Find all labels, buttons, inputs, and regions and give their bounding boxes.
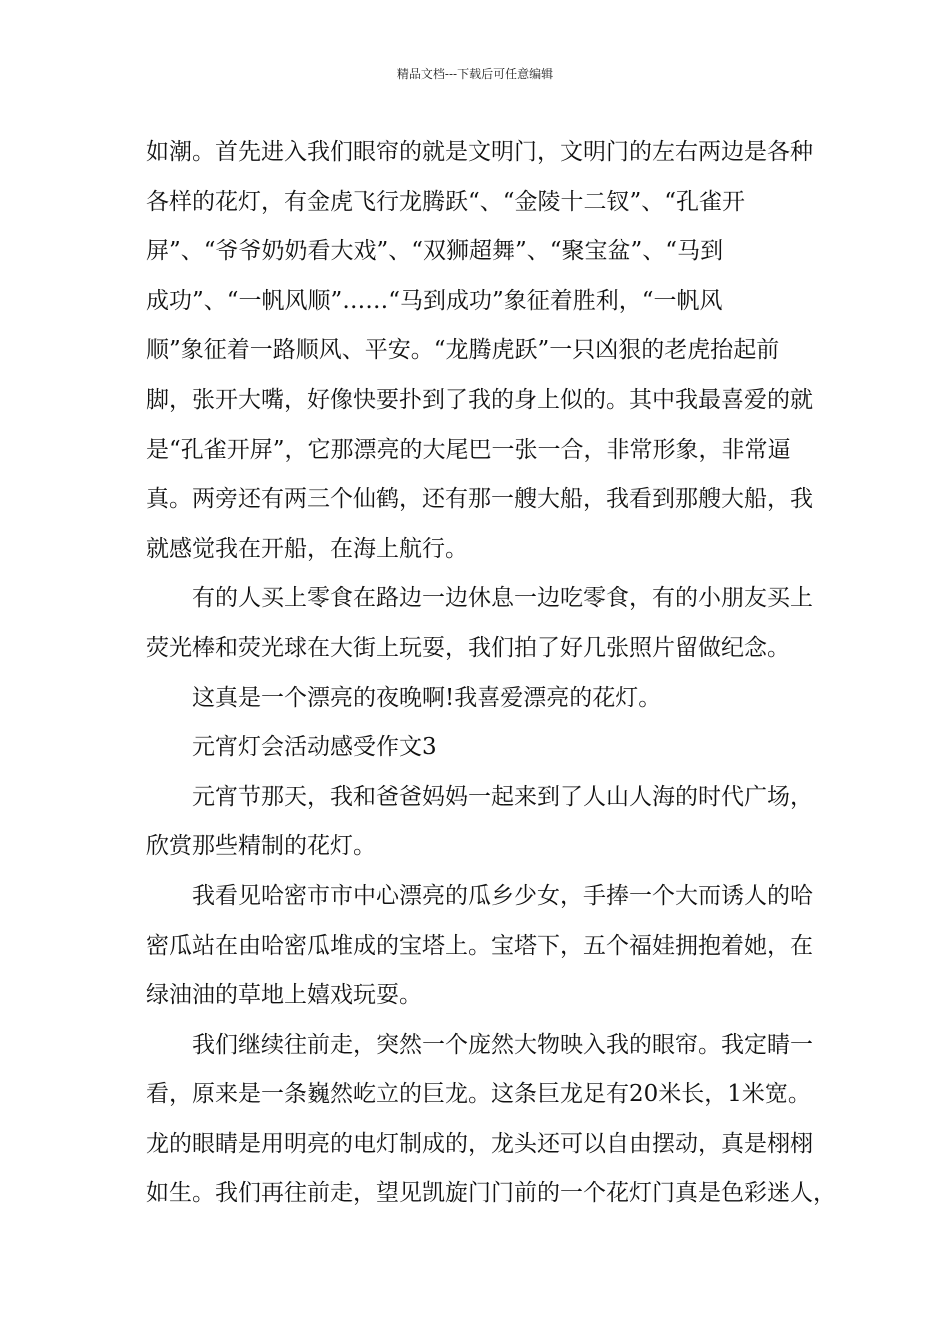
text-line: 真。两旁还有两三个仙鹤，还有那一艘大船，我看到那艘大船，我 (146, 486, 813, 513)
text-line: 是“孔雀开屏”，它那漂亮的大尾巴一张一合，非常形象，非常逼 (146, 436, 791, 463)
text-line: 顺”象征着一路顺风、平安。“龙腾虎跃”一只凶狠的老虎抬起前 (146, 337, 780, 364)
paragraph-first-line: 我们继续往前走，突然一个庞然大物映入我的眼帘。我定睛一 (192, 1031, 813, 1058)
text-line: 屏”、“爷爷奶奶看大戏”、“双狮超舞”、“聚宝盆”、“马到 (146, 238, 724, 265)
paragraph-first-line: 元宵节那天，我和爸爸妈妈一起来到了人山人海的时代广场， (192, 783, 813, 810)
paragraph-first-line: 这真是一个漂亮的夜晚啊!我喜爱漂亮的花灯。 (192, 684, 662, 711)
text-line: 荧光棒和荧光球在大街上玩耍，我们拍了好几张照片留做纪念。 (146, 634, 790, 661)
text-line: 就感觉我在开船，在海上航行。 (146, 535, 468, 562)
text-line: 看，原来是一条巍然屹立的巨龙。这条巨龙足有20米长，1米宽。 (146, 1081, 811, 1108)
document-body (146, 132, 836, 1223)
paragraph-first-line: 有的人买上零食在路边一边休息一边吃零食，有的小朋友买上 (192, 585, 813, 612)
text-line: 脚，张开大嘴，好像快要扑到了我的身上似的。其中我最喜爱的就 (146, 386, 813, 413)
page-header: 精品文档---下载后可任意编辑 (396, 67, 554, 81)
text-line: 如潮。首先进入我们眼帘的就是文明门，文明门的左右两边是各种 (146, 139, 813, 165)
text-line: 密瓜站在由哈密瓜堆成的宝塔上。宝塔下，五个福娃拥抱着她，在 (146, 932, 813, 959)
text-line: 欣赏那些精制的花灯。 (146, 833, 376, 860)
text-line: 龙的眼睛是用明亮的电灯制成的，龙头还可以自由摆动，真是栩栩 (146, 1130, 813, 1157)
text-line: 各样的花灯，有金虎飞行龙腾跃“、“金陵十二钗”、“孔雀开 (146, 188, 746, 215)
section-heading: 元宵灯会活动感受作文3 (192, 734, 437, 761)
text-line: 成功”、“一帆风顺”……“马到成功”象征着胜利，“一帆风 (146, 287, 723, 314)
paragraph-first-line: 我看见哈密市市中心漂亮的瓜乡少女，手捧一个大而诱人的哈 (192, 882, 813, 909)
text-line: 绿油油的草地上嬉戏玩耍。 (146, 982, 422, 1009)
text-line: 如生。我们再往前走，望见凯旋门门前的一个花灯门真是色彩迷人， (146, 1180, 836, 1207)
